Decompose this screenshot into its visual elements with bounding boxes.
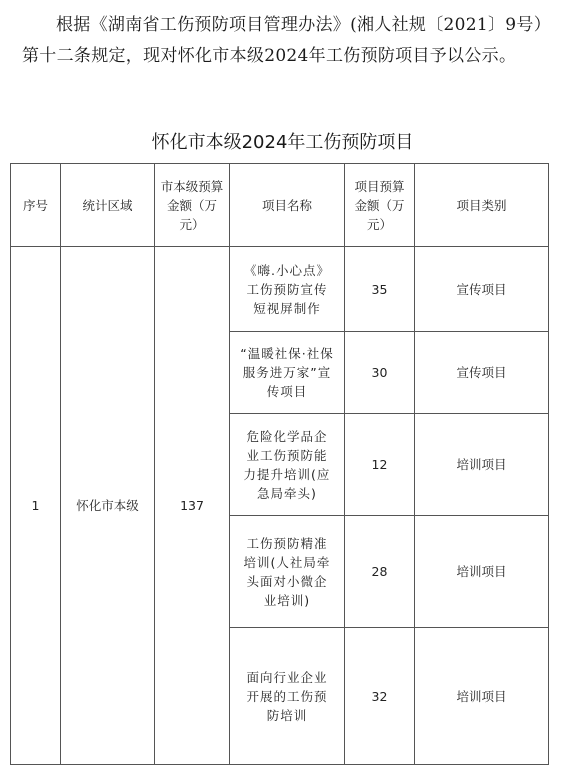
project-category-cell: 培训项目	[415, 516, 549, 628]
header-region: 统计区域	[61, 164, 155, 247]
project-category-cell: 培训项目	[415, 628, 549, 765]
project-name-cell: 《嗨.小心点》工伤预防宣传短视屏制作	[230, 247, 345, 332]
project-name-cell: “温暖社保·社保服务进万家”宣传项目	[230, 332, 345, 414]
table-title: 怀化市本级2024年工伤预防项目	[151, 132, 414, 153]
project-budget-cell: 12	[345, 414, 415, 516]
project-category-cell: 宣传项目	[415, 332, 549, 414]
project-name-cell: 面向行业企业开展的工伤预防培训	[230, 628, 345, 765]
project-budget-cell: 32	[345, 628, 415, 765]
project-table	[10, 163, 549, 765]
header-project-name: 项目名称	[230, 164, 345, 247]
seq-cell: 1	[11, 247, 61, 765]
header-seq: 序号	[11, 164, 61, 247]
project-name-cell: 工伤预防精准培训(人社局牵头面对小微企业培训)	[230, 516, 345, 628]
header-city-budget: 市本级预算金额（万元）	[155, 164, 230, 247]
header-category: 项目类别	[415, 164, 549, 247]
project-budget-cell: 28	[345, 516, 415, 628]
project-budget-cell: 35	[345, 247, 415, 332]
header-project-budget: 项目预算金额（万元）	[345, 164, 415, 247]
intro-text: 根据《湖南省工伤预防项目管理办法》(湘人社规〔2021〕9号）第十二条规定，现对怀化市本级2024年工伤预防项目予以公示。	[22, 15, 552, 66]
region-cell: 怀化市本级	[61, 247, 155, 765]
total-budget-cell: 137	[155, 247, 230, 765]
project-category-cell: 培训项目	[415, 414, 549, 516]
intro-paragraph	[22, 10, 552, 72]
header-row	[11, 164, 549, 247]
project-name-cell: 危险化学品企业工伤预防能力提升培训(应急局牵头)	[230, 414, 345, 516]
table-row	[11, 247, 549, 332]
project-budget-cell: 30	[345, 332, 415, 414]
project-category-cell: 宣传项目	[415, 247, 549, 332]
